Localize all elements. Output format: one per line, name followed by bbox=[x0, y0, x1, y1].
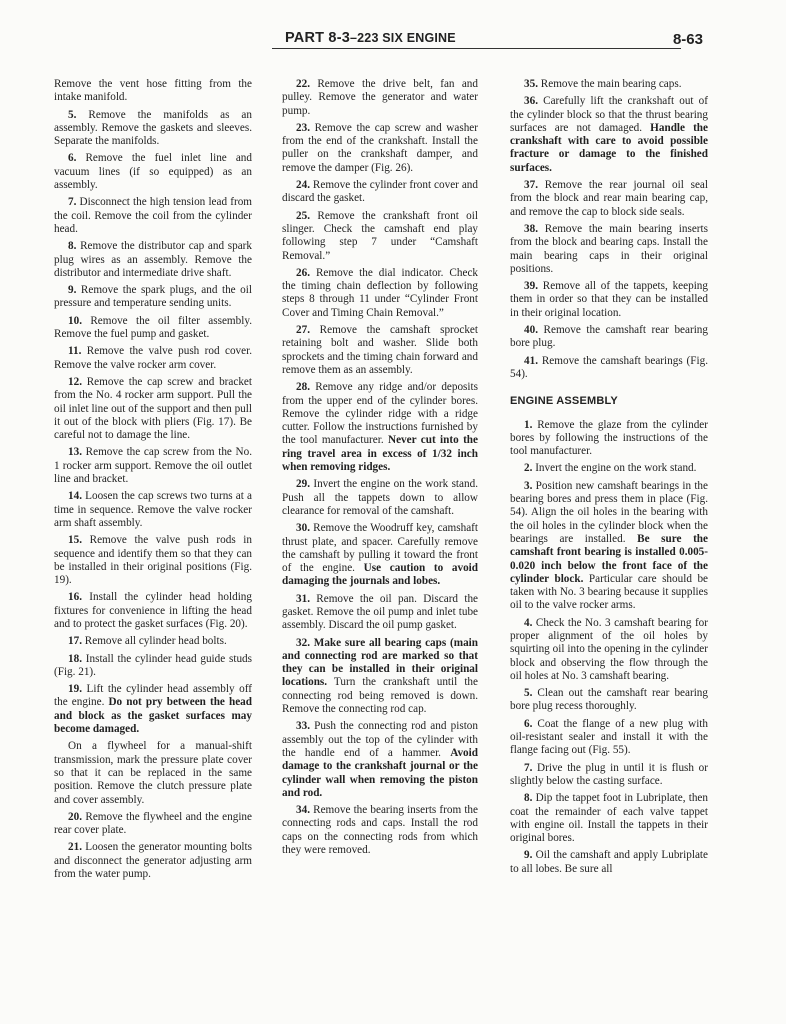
step-text: Remove any ridge and/or deposits from the upper end of the cylinder bores. Remove the cylinder ridge with a ridge cutter. Follow the instructions furnished by the tool manufacturer. bbox=[282, 381, 478, 447]
header-rule bbox=[272, 48, 681, 49]
step-text: Oil the camshaft and apply Lubriplate to all lobes. Be sure all bbox=[510, 849, 708, 875]
step-text: Check the No. 3 camshaft bearing for proper alignment of the oil holes by squirting oil into the opening in the cylinder block and observing the flow through the oil holes at No. 3 camshaft bearing. bbox=[510, 616, 708, 682]
step-text: Remove the fuel inlet line and vacuum lines (if so equipped) as an assembly. bbox=[54, 152, 252, 192]
step-24 bbox=[282, 179, 478, 206]
step-text: Loosen the cap screws two turns at a time in sequence. Remove the valve rocker arm shaft assembly. bbox=[54, 490, 252, 529]
step-7 bbox=[54, 196, 252, 236]
step-text: Remove the main bearing caps. bbox=[537, 78, 682, 90]
step-caution: Never cut into the ring travel area in excess of 1/32 inch when removing ridges. bbox=[282, 434, 478, 474]
step-number: 2. bbox=[524, 462, 533, 475]
step-number: 29. bbox=[296, 478, 310, 491]
step-text: Remove the flywheel and the engine rear cover plate. bbox=[54, 810, 252, 837]
step-number: 41. bbox=[524, 354, 538, 367]
step-37 bbox=[510, 179, 708, 219]
step-39 bbox=[510, 280, 708, 320]
step-38 bbox=[510, 223, 708, 276]
step-text: Remove the distributor cap and spark plug wires as an assembly. Remove the distributor and intermediate drive shaft. bbox=[54, 240, 252, 279]
step-text: Push the connecting rod and piston assembly out the top of the cylinder with the handle end of a hammer. bbox=[282, 720, 478, 759]
step-text: Remove the valve push rods in sequence and identify them so that they can be installed in their original positions (Fig. 19). bbox=[54, 534, 252, 587]
step-number: 3. bbox=[524, 479, 533, 492]
step-20 bbox=[54, 811, 252, 838]
step-number: 9. bbox=[524, 849, 533, 862]
step-number: 10. bbox=[68, 314, 82, 327]
step-caution: Make sure all bearing caps (main and connecting rod are marked so that they can be installed in their original locations. bbox=[282, 636, 478, 689]
step-caution: Use caution to avoid damaging the journals and lobes. bbox=[282, 562, 478, 588]
step-number: 38. bbox=[524, 222, 538, 235]
step-12 bbox=[54, 376, 252, 442]
step-number: 15. bbox=[68, 534, 82, 547]
assembly-step-7 bbox=[510, 762, 708, 789]
step-number: 26. bbox=[296, 266, 310, 279]
step-15 bbox=[54, 534, 252, 587]
step-31 bbox=[282, 593, 478, 633]
step-text: Clean out the camshaft rear bearing bore plug recess thoroughly. bbox=[510, 687, 708, 713]
step-number: 6. bbox=[68, 152, 77, 165]
step-35 bbox=[510, 78, 708, 91]
step-number: 17. bbox=[68, 635, 82, 648]
step-number: 24. bbox=[296, 179, 310, 192]
step-number: 39. bbox=[524, 280, 538, 293]
step-number: 11. bbox=[68, 345, 82, 358]
step-text: Install the cylinder head holding fixtures for convenience in lifting the head and to protect the gasket surfaces (Fig. 20). bbox=[54, 591, 252, 630]
step-number: 31. bbox=[296, 592, 310, 605]
paragraph: On a flywheel for a manual-shift transmission, mark the pressure plate cover so that it can be replaced in the same position. Remove the clutch pressure plate and cover assembly. bbox=[54, 740, 252, 806]
assembly-step-2 bbox=[510, 462, 708, 475]
step-text: Remove the cylinder front cover and discard the gasket. bbox=[282, 179, 478, 205]
step-14 bbox=[54, 490, 252, 530]
step-text: Remove the manifolds as an assembly. Remove the gaskets and sleeves. Separate the manifolds. bbox=[54, 108, 252, 148]
step-number: 13. bbox=[68, 446, 82, 459]
step-26 bbox=[282, 267, 478, 320]
running-head bbox=[285, 30, 462, 46]
step-21 bbox=[54, 841, 252, 881]
step-number: 16. bbox=[68, 591, 82, 604]
step-text: Remove the cap screw and bracket from the No. 4 rocker arm support. Pull the oil inlet line out of the support and then pull it out of the block with pliers (Fig. 17). Be careful not to damage the line. bbox=[54, 375, 252, 442]
step-text: Remove the bearing inserts from the connecting rods and caps. Install the rod caps on the connecting rods from which they were removed. bbox=[282, 804, 478, 857]
step-number: 6. bbox=[524, 717, 533, 730]
step-number: 19. bbox=[68, 683, 82, 696]
step-text: Lift the cylinder head assembly off the engine. bbox=[54, 683, 252, 709]
step-10 bbox=[54, 315, 252, 342]
step-text: Remove the drive belt, fan and pulley. Remove the generator and water pump. bbox=[282, 78, 478, 117]
step-number: 9. bbox=[68, 284, 77, 297]
step-text: Remove the camshaft bearings (Fig. 54). bbox=[510, 354, 708, 380]
step-text: Remove the Woodruff key, camshaft thrust plate, and spacer. Carefully remove the camshaft by pulling it toward the front of the engine. bbox=[282, 522, 478, 575]
step-number: 23. bbox=[296, 121, 310, 134]
step-text: Remove the spark plugs, and the oil pressure and temperature sending units. bbox=[54, 284, 252, 310]
step-number: 27. bbox=[296, 324, 310, 337]
step-text: Remove the cap screw from the No. 1 rocker arm support. Remove the oil outlet line and bracket. bbox=[54, 446, 252, 486]
step-text: Remove the oil filter assembly. Remove the fuel pump and gasket. bbox=[54, 314, 252, 341]
step-number: 21. bbox=[68, 841, 82, 854]
step-text: Position new camshaft bearings in the bearing bores and press them in place (Fig. 54). Align the oil holes in the bearing with the oil holes in the cylinder block when the bearings are installed. bbox=[510, 479, 708, 545]
step-22 bbox=[282, 78, 478, 118]
step-number: 1. bbox=[524, 418, 533, 431]
page-header bbox=[0, 30, 786, 54]
step-number: 22. bbox=[296, 78, 310, 90]
assembly-step-3 bbox=[510, 480, 708, 613]
assembly-step-6 bbox=[510, 718, 708, 758]
assembly-step-4 bbox=[510, 617, 708, 683]
step-text: Disconnect the high tension lead from the coil. Remove the coil from the cylinder head. bbox=[54, 196, 252, 235]
step-text: Drive the plug in until it is flush or slightly below the casting surface. bbox=[510, 761, 708, 787]
step-34 bbox=[282, 804, 478, 857]
step-text: Loosen the generator mounting bolts and disconnect the generator adjusting arm from the water pump. bbox=[54, 841, 252, 881]
step-number: 35. bbox=[524, 78, 538, 90]
step-caution: Be sure the camshaft front bearing is installed 0.005-0.020 inch below the front face of the cylinder block. bbox=[510, 532, 708, 585]
step-number: 7. bbox=[524, 761, 533, 774]
step-36 bbox=[510, 95, 708, 175]
step-5 bbox=[54, 109, 252, 149]
step-text: Remove the main bearing inserts from the block and bearing caps. Install the main bearing caps in their original positions. bbox=[510, 222, 708, 275]
step-text: Invert the engine on the work stand. bbox=[532, 462, 697, 475]
step-41 bbox=[510, 355, 708, 382]
step-text: Remove the rear journal oil seal from the block and rear main bearing cap, and remove the cap to block side seals. bbox=[510, 179, 708, 218]
step-text: Remove the camshaft rear bearing bore plug. bbox=[510, 324, 708, 350]
step-number: 32. bbox=[296, 636, 310, 649]
step-text: Coat the flange of a new plug with oil-resistant sealer and install it with the flange facing out (Fig. 55). bbox=[510, 717, 708, 757]
step-text: Invert the engine on the work stand. Push all the tappets down to allow clearance for removal of the camshaft. bbox=[282, 478, 478, 517]
step-number: 7. bbox=[68, 196, 77, 209]
step-number: 20. bbox=[68, 810, 82, 823]
part-label: PART 8-3 bbox=[285, 30, 350, 46]
step-text: Remove the camshaft sprocket retaining bolt and washer. Slide both sprockets and the timing chain forward and remove them as an assembly. bbox=[282, 324, 478, 376]
step-18 bbox=[54, 653, 252, 680]
step-text: Carefully lift the crankshaft out of the cylinder block so that the thrust bearing surfaces are not damaged. bbox=[510, 95, 708, 134]
assembly-step-9 bbox=[510, 849, 708, 876]
step-40 bbox=[510, 324, 708, 351]
step-number: 37. bbox=[524, 179, 538, 192]
step-number: 5. bbox=[68, 108, 77, 121]
step-text: Remove all of the tappets, keeping them in order so that they can be installed in their original location. bbox=[510, 280, 708, 319]
step-number: 18. bbox=[68, 652, 82, 665]
step-19 bbox=[54, 683, 252, 736]
step-30 bbox=[282, 522, 478, 588]
column-2 bbox=[282, 78, 478, 861]
step-text: Remove the crankshaft front oil slinger. Check the camshaft end play following step 7 under “Camshaft Removal.” bbox=[282, 209, 478, 262]
step-text: Turn the crankshaft until the connecting rod being removed is down. Remove the connecting rod cap. bbox=[282, 676, 478, 716]
step-27 bbox=[282, 324, 478, 377]
step-number: 4. bbox=[524, 616, 533, 629]
step-number: 30. bbox=[296, 522, 310, 535]
page-number: 8-63 bbox=[672, 31, 703, 48]
column-3 bbox=[510, 78, 708, 880]
step-33 bbox=[282, 720, 478, 800]
step-number: 25. bbox=[296, 209, 310, 222]
step-number: 36. bbox=[524, 95, 538, 108]
step-caution: Avoid damage to the crankshaft journal or the cylinder wall when removing the piston and rod. bbox=[282, 746, 478, 799]
step-23 bbox=[282, 122, 478, 175]
step-number: 8. bbox=[68, 240, 77, 253]
step-number: 12. bbox=[68, 375, 82, 388]
step-caution: Do not pry between the head and block as the gasket surfaces may become damaged. bbox=[54, 696, 252, 736]
step-13 bbox=[54, 446, 252, 486]
step-text: Particular care should be taken with No. 3 bearing because it supplies oil to the valve rocker arms. bbox=[510, 572, 708, 612]
step-caution: Handle the crankshaft with care to avoid possible fracture or damage to the finished surfaces. bbox=[510, 121, 708, 174]
step-29 bbox=[282, 478, 478, 518]
step-25 bbox=[282, 210, 478, 263]
column-1 bbox=[54, 78, 252, 885]
step-text: Remove the valve push rod cover. Remove the valve rocker arm cover. bbox=[54, 345, 252, 371]
step-17 bbox=[54, 635, 252, 648]
step-text: Remove all cylinder head bolts. bbox=[81, 635, 227, 648]
paragraph: Remove the vent hose fitting from the intake manifold. bbox=[54, 78, 252, 104]
step-32 bbox=[282, 637, 478, 717]
step-8 bbox=[54, 240, 252, 280]
section-subtitle: 223 SIX ENGINE bbox=[357, 31, 456, 45]
step-number: 8. bbox=[524, 792, 533, 805]
step-number: 28. bbox=[296, 381, 310, 394]
step-number: 14. bbox=[68, 490, 82, 503]
step-number: 34. bbox=[296, 804, 310, 817]
dash: – bbox=[349, 31, 358, 45]
step-9 bbox=[54, 284, 252, 311]
step-28 bbox=[282, 381, 478, 474]
step-6 bbox=[54, 152, 252, 192]
step-number: 5. bbox=[524, 687, 533, 700]
step-11 bbox=[54, 345, 252, 372]
step-text: Remove the glaze from the cylinder bores by following the instructions of the tool manufacturer. bbox=[510, 418, 708, 458]
assembly-step-8 bbox=[510, 792, 708, 845]
step-text: Install the cylinder head guide studs (Fig. 21). bbox=[54, 652, 252, 678]
step-number: 33. bbox=[296, 720, 310, 733]
section-heading: ENGINE ASSEMBLY bbox=[510, 395, 618, 408]
assembly-step-5 bbox=[510, 687, 708, 714]
step-text: Dip the tappet foot in Lubriplate, then coat the remainder of each valve tappet with engine oil. Install the tappets in their original bores. bbox=[510, 792, 708, 845]
step-text: Remove the dial indicator. Check the timing chain deflection by following steps 8 through 11 under “Cylinder Front Cover and Timing Chain Removal.” bbox=[282, 266, 478, 319]
step-text: Remove the oil pan. Discard the gasket. Remove the oil pump and inlet tube assembly. Discard the oil pump gasket. bbox=[282, 592, 478, 632]
step-text: Remove the cap screw and washer from the end of the crankshaft. Install the puller on the crankshaft damper, and remove the damper (Fig. 26). bbox=[282, 121, 478, 174]
step-16 bbox=[54, 591, 252, 631]
assembly-step-1 bbox=[510, 419, 708, 459]
step-number: 40. bbox=[524, 324, 538, 337]
